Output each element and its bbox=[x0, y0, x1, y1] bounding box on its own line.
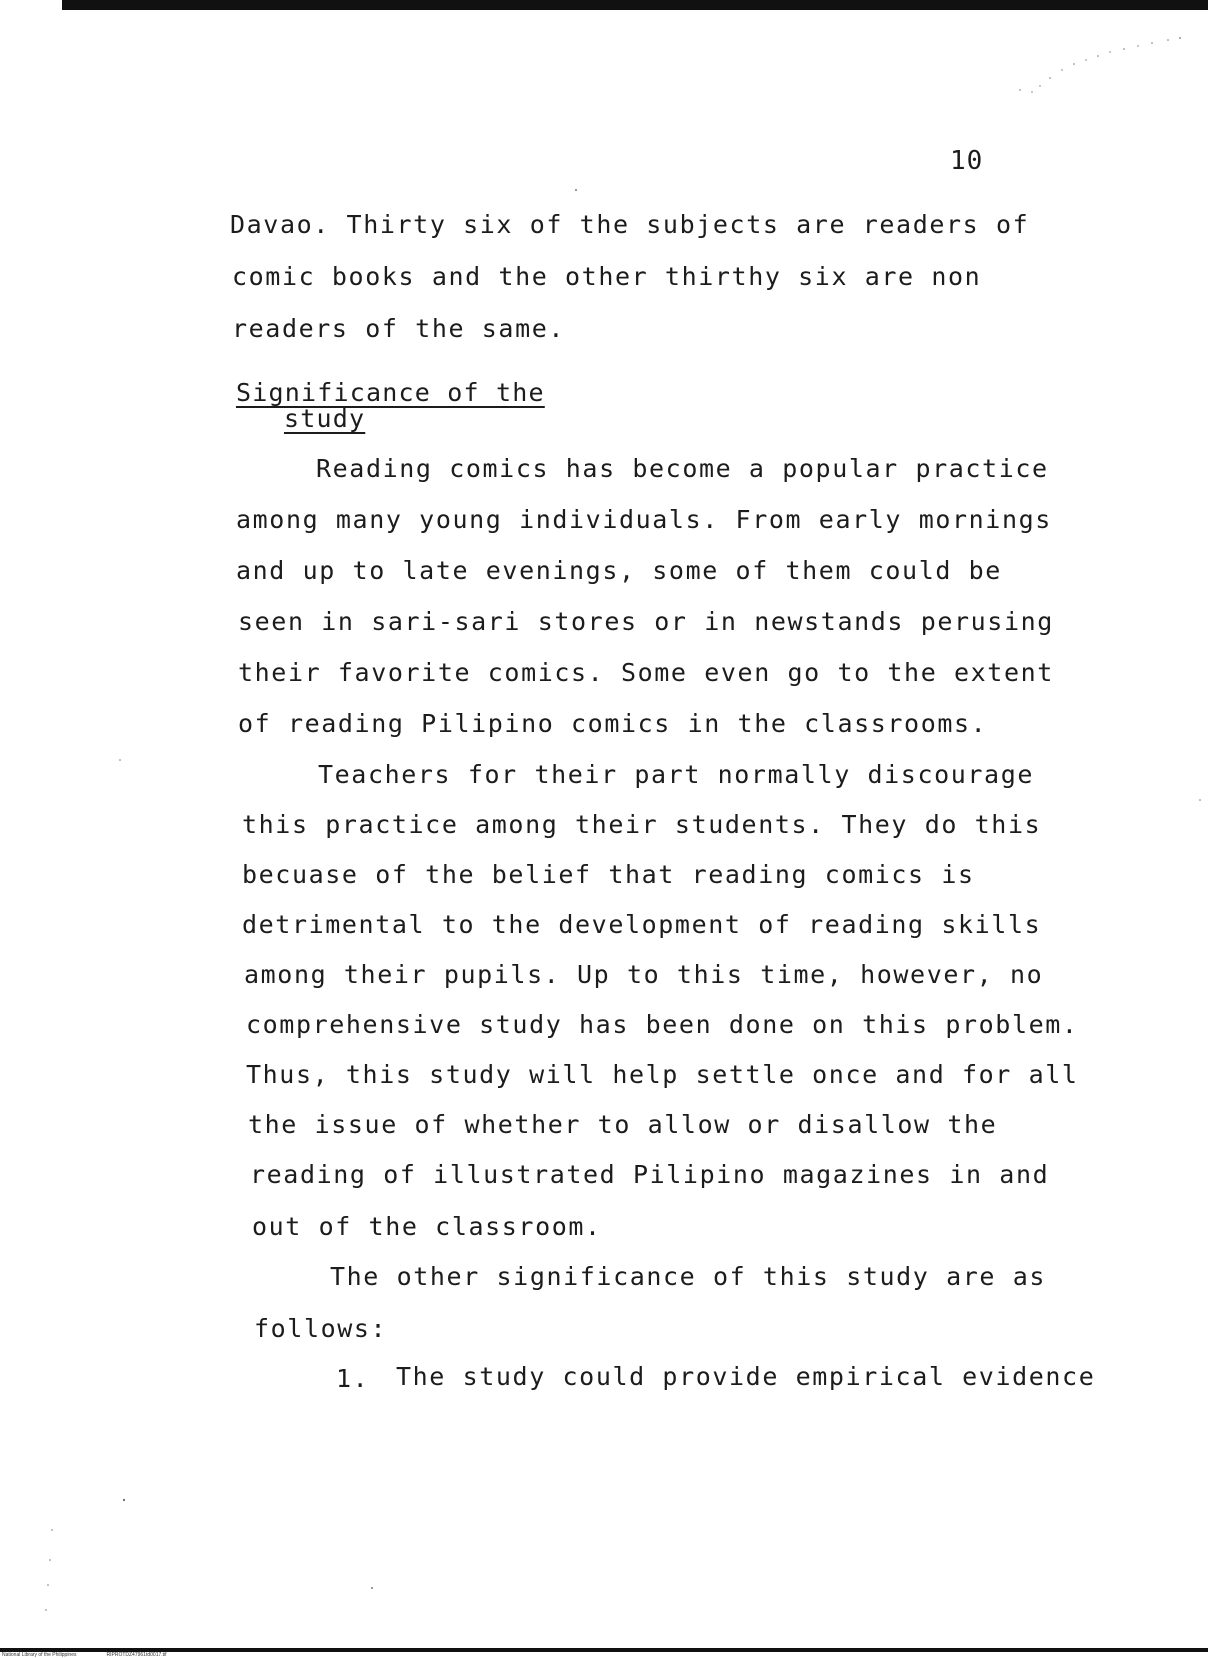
text-line: among many young individuals. From early mornings bbox=[236, 505, 1052, 534]
bottom-scan-border bbox=[0, 1648, 1208, 1652]
list-number: 1. bbox=[336, 1364, 370, 1393]
text-line: The other significance of this study are as bbox=[330, 1262, 1047, 1291]
text-line: out of the classroom. bbox=[252, 1212, 602, 1241]
text-line: among their pupils. Up to this time, however, no bbox=[244, 960, 1044, 989]
footer-right: RIPROTDZ47961td0017.tif bbox=[106, 1652, 167, 1658]
footer-left: National Library of the Philippines bbox=[2, 1652, 77, 1658]
text-line: becuase of the belief that reading comics is bbox=[242, 860, 975, 889]
top-scan-border bbox=[62, 0, 1208, 10]
text-line: Reading comics has become a popular practice bbox=[316, 454, 1049, 483]
text-line: detrimental to the development of reading skills bbox=[242, 910, 1042, 939]
text-line: comic books and the other thirthy six are non bbox=[232, 262, 982, 291]
text-line: of reading Pilipino comics in the classrooms. bbox=[238, 709, 988, 738]
text-line: follows: bbox=[254, 1314, 388, 1343]
section-heading bbox=[236, 380, 545, 432]
text-line: and up to late evenings, some of them could be bbox=[236, 556, 1002, 585]
text-line: seen in sari-sari stores or in newstands perusing bbox=[238, 607, 1054, 636]
text-line: this practice among their students. They do this bbox=[242, 810, 1042, 839]
text-line: Davao. Thirty six of the subjects are readers of bbox=[230, 210, 1030, 239]
list-text: The study could provide empirical evidence bbox=[396, 1362, 1096, 1391]
text-line: readers of the same. bbox=[232, 314, 566, 343]
text-line: Thus, this study will help settle once and for all bbox=[246, 1060, 1079, 1089]
scan-footer bbox=[2, 1652, 167, 1658]
page-number: 10 bbox=[950, 146, 984, 176]
text-line: the issue of whether to allow or disallow the bbox=[248, 1110, 998, 1139]
heading-line-1: Significance of the bbox=[236, 378, 545, 407]
text-line: Teachers for their part normally discourage bbox=[318, 760, 1035, 789]
text-line: comprehensive study has been done on this problem. bbox=[246, 1010, 1079, 1039]
heading-line-2: study bbox=[284, 404, 366, 433]
text-line: reading of illustrated Pilipino magazines in and bbox=[250, 1160, 1050, 1189]
text-line: their favorite comics. Some even go to the extent bbox=[238, 658, 1054, 687]
